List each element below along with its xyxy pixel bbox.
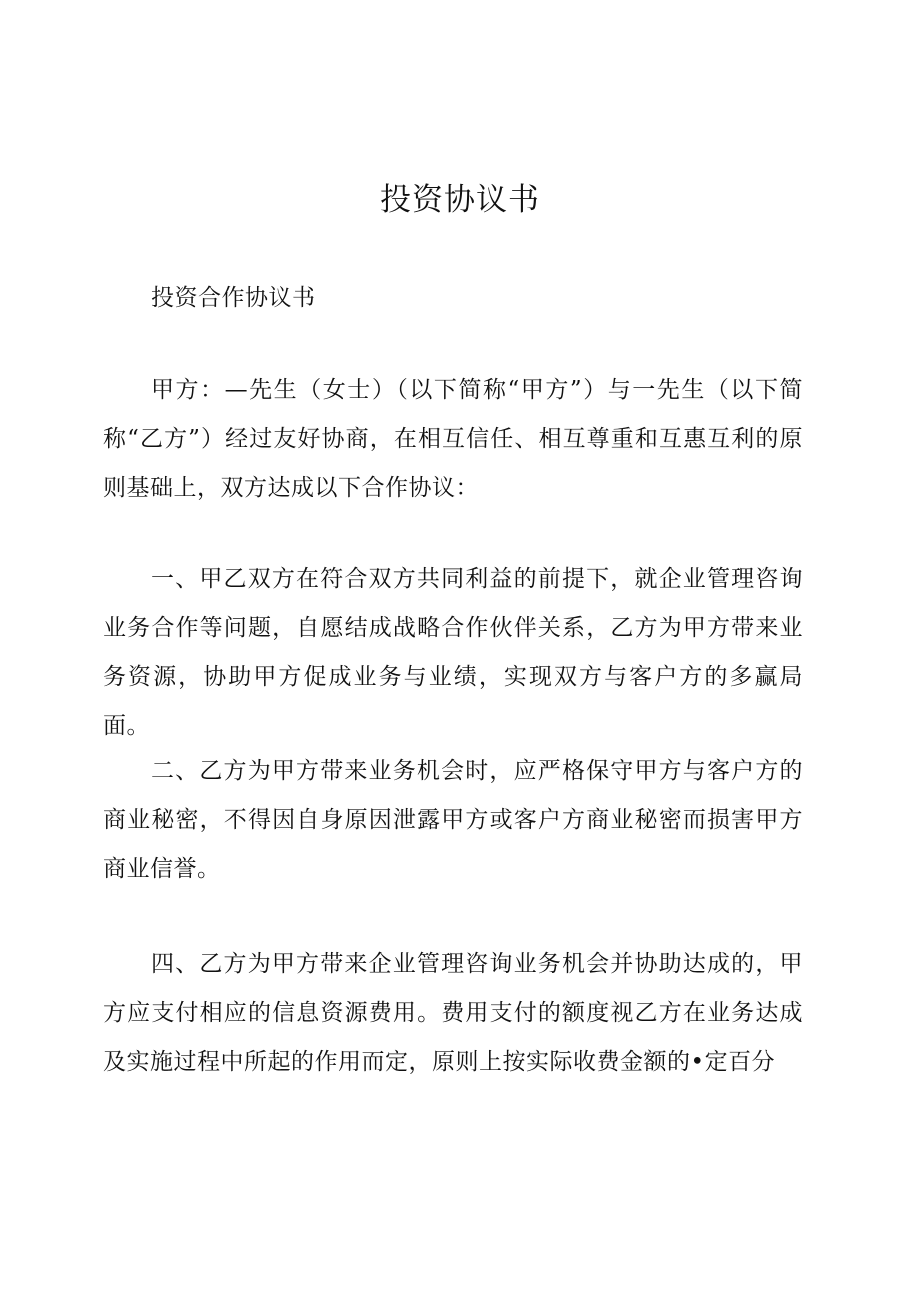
paragraph-subtitle: 投资合作协议书 — [151, 285, 316, 311]
paragraph-clause-2: 二、乙方为甲方带来业务机会时，应严格保守甲方与客户方的商业秘密，不得因自身原因泄露甲方或客户方商业秘密而损害甲方商业信誉。 — [103, 758, 803, 882]
paragraph-clause-1: 一、甲乙双方在符合双方共同利益的前提下，就企业管理咨询业务合作等问题，自愿结成战略合作伙伴关系，乙方为甲方带来业务资源，协助甲方促成业务与业绩，实现双方与客户方的多赢局面。 — [103, 566, 803, 739]
document-title: 投资协议书 — [380, 182, 540, 218]
paragraph-clause-4: 四、乙方为甲方带来企业管理咨询业务机会并协助达成的，甲方应支付相应的信息资源费用。费用支付的额度视乙方在业务达成及实施过程中所起的作用而定，原则上按实际收费金额的•定百分 — [103, 951, 803, 1075]
paragraph-parties: 甲方：—先生（女士）（以下简称“甲方”）与一先生（以下简称“乙方”）经过友好协商，在相互信任、相互尊重和互惠互利的原则基础上，双方达成以下合作协议： — [103, 377, 803, 501]
